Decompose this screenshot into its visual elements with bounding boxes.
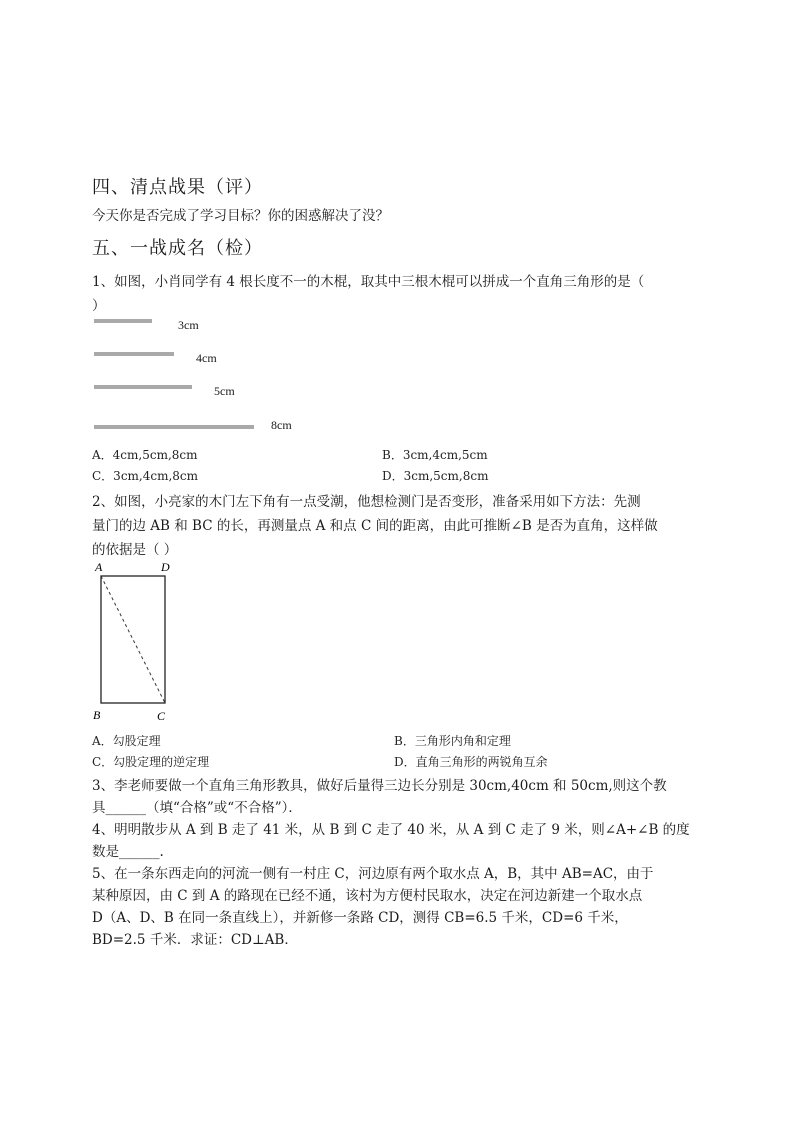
q3-text-line1: 3、李老师要做一个直角三角形教具，做好后量得三边长分别是 30cm,40cm 和 50cm,则这个教 bbox=[92, 778, 667, 794]
q5-text-line4: BD=2.5 千米．求证：CD⊥AB． bbox=[92, 932, 298, 948]
q1-option-b: B．3cm,4cm,5cm bbox=[382, 448, 488, 462]
q2-text-line3: 的依据是（ ） bbox=[92, 542, 178, 558]
q2-option-d: D．直角三角形的两锐角互余 bbox=[394, 755, 548, 769]
q5-text-line2: 某种原因，由 C 到 A 的路现在已经不通，该村为方便村民取水，决定在河边新建一个取水点 bbox=[92, 888, 643, 904]
section4-title: 四、清点战果（评） bbox=[92, 177, 263, 198]
q5-text-line1: 5、在一条东西走向的河流一侧有一村庄 C，河边原有两个取水点 A，B，其中 AB=AC，由于 bbox=[92, 866, 654, 882]
q4-text-line2: 数是______. bbox=[92, 844, 164, 860]
stick-5cm bbox=[94, 385, 192, 389]
stick-3cm bbox=[94, 319, 152, 323]
q1-option-d: D．3cm,5cm,8cm bbox=[382, 469, 489, 483]
label-b: B bbox=[93, 708, 101, 722]
label-d: D bbox=[161, 560, 170, 574]
q5-text-line3: D（A、D、B 在同一条直线上），并新修一条路 CD，测得 CB=6.5 千米，CD=6 千米， bbox=[92, 910, 628, 926]
stick-8cm bbox=[94, 425, 254, 429]
section4-prompt: 今天你是否完成了学习目标？你的困惑解决了没？ bbox=[92, 208, 389, 224]
q2-text-line1: 2、如图，小亮家的木门左下角有一点受潮，他想检测门是否变形，准备采用如下方法：先测 bbox=[92, 494, 641, 510]
q1-text-line2: ） bbox=[92, 298, 106, 314]
diagonal-ac bbox=[101, 576, 165, 703]
q1-option-a: A．4cm,5cm,8cm bbox=[92, 448, 198, 462]
q3-text-line2: 具______（填“合格”或“不合格”）． bbox=[92, 800, 302, 816]
stick-label-5cm: 5cm bbox=[214, 384, 235, 398]
label-a: A bbox=[95, 560, 103, 574]
stick-label-4cm: 4cm bbox=[196, 351, 217, 365]
stick-label-8cm: 8cm bbox=[271, 418, 292, 432]
q2-door-figure bbox=[88, 556, 188, 726]
stick-label-3cm: 3cm bbox=[178, 318, 199, 332]
section5-title: 五、一战成名（检） bbox=[92, 238, 263, 259]
q2-option-b: B．三角形内角和定理 bbox=[394, 734, 511, 748]
q2-option-a: A．勾股定理 bbox=[92, 734, 161, 748]
label-c: C bbox=[157, 709, 166, 723]
q1-text-line1: 1、如图，小肖同学有 4 根长度不一的木棍，取其中三根木棍可以拼成一个直角三角形的是（ bbox=[92, 274, 645, 290]
stick-4cm bbox=[94, 352, 174, 356]
q2-option-c: C．勾股定理的逆定理 bbox=[92, 755, 210, 769]
q1-option-c: C．3cm,4cm,8cm bbox=[92, 469, 199, 483]
q2-text-line2: 量门的边 AB 和 BC 的长，再测量点 A 和点 C 间的距离，由此可推断∠B 是否为直角，这样做 bbox=[92, 518, 658, 534]
q4-text-line1: 4、明明散步从 A 到 B 走了 41 米，从 B 到 C 走了 40 米，从 A 到 C 走了 9 米，则∠A+∠B 的度 bbox=[92, 822, 690, 838]
